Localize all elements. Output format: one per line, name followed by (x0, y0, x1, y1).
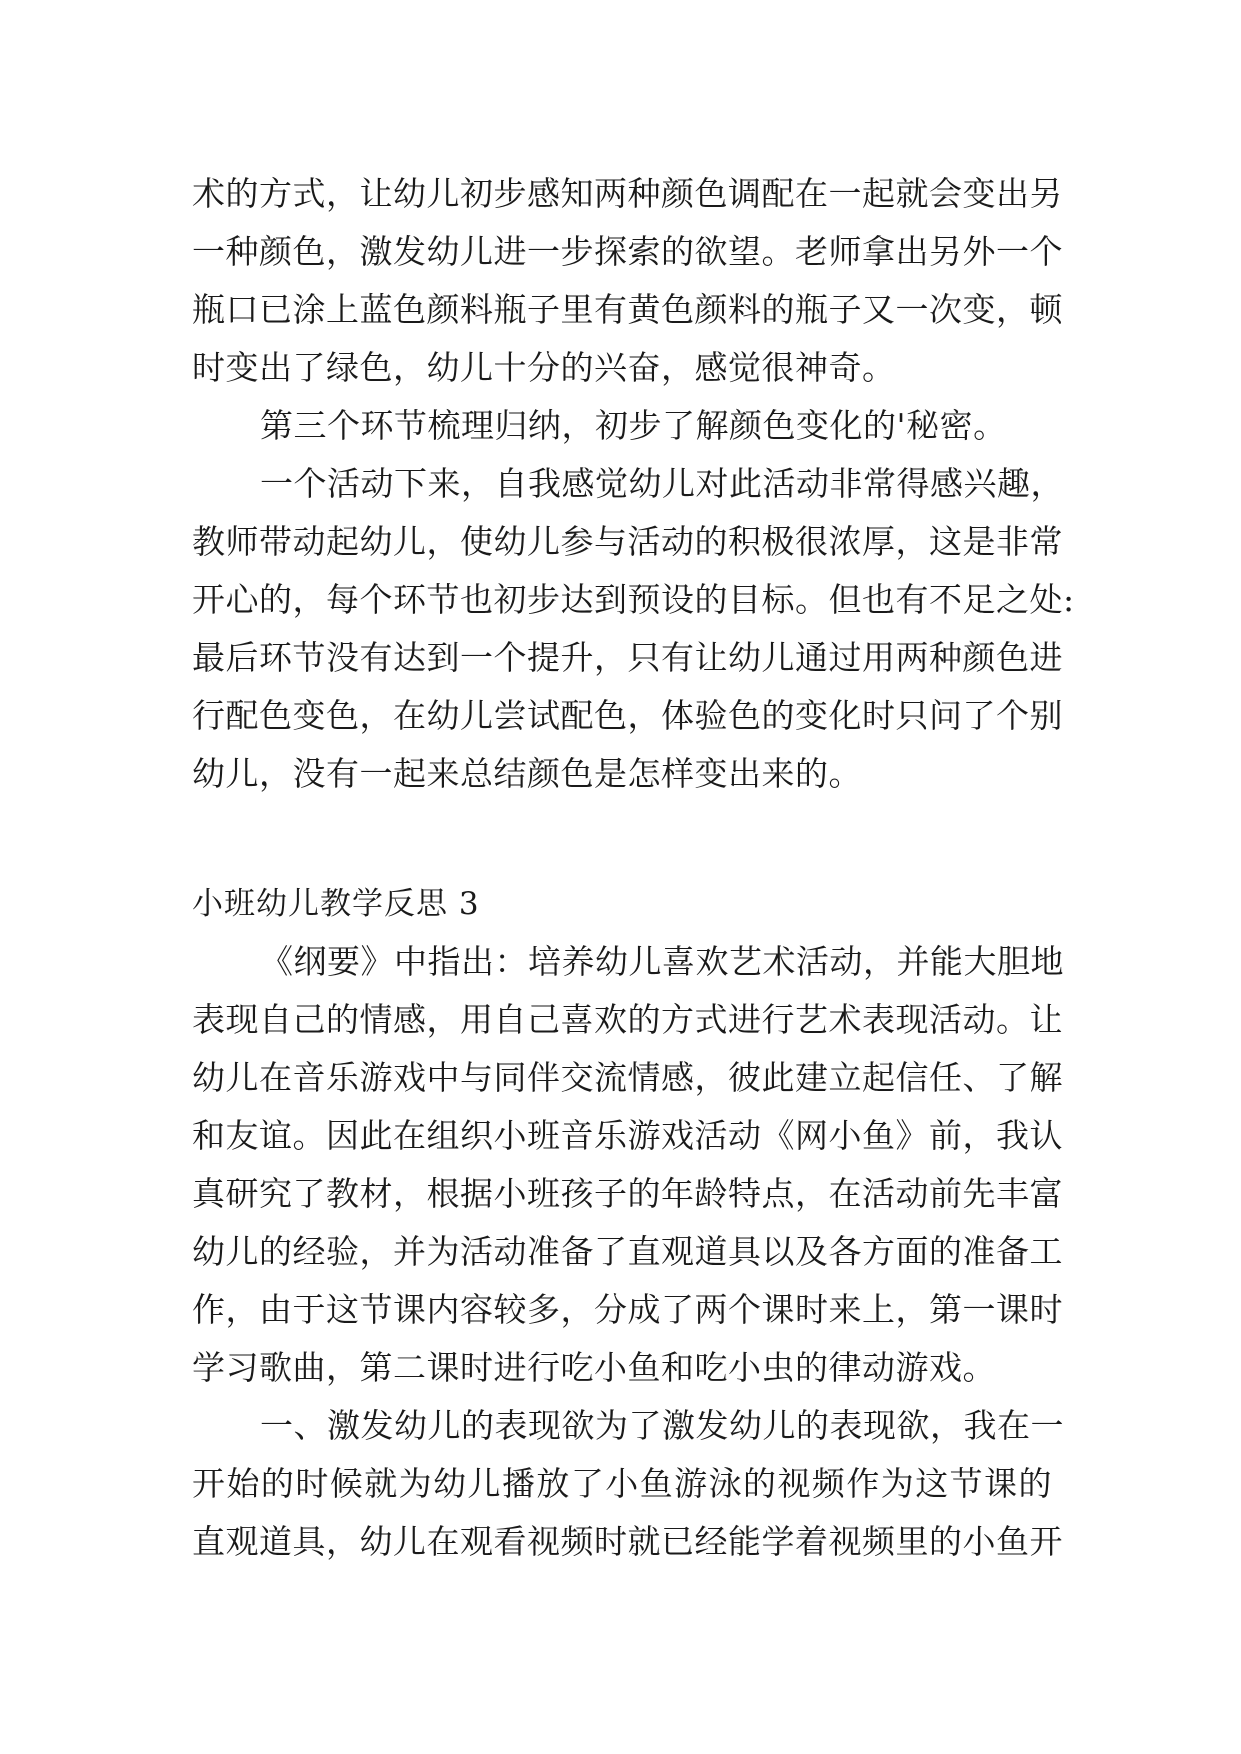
paragraph-start-line: 《纲要》中指出：培养幼儿喜欢艺术活动，并能大胆地 (260, 942, 1064, 981)
paragraph-start-line: 一个活动下来，自我感觉幼儿对此活动非常得感兴趣， (260, 464, 1064, 503)
text-line: 幼儿的经验，并为活动准备了直观道具以及各方面的准备工 (192, 1232, 1063, 1271)
text-line: 幼儿，没有一起来总结颜色是怎样变出来的。 (192, 754, 862, 793)
text-line: 开始的时候就为幼儿播放了小鱼游泳的视频作为这节课的 (192, 1464, 1052, 1503)
text-line: 最后环节没有达到一个提升，只有让幼儿通过用两种颜色进 (192, 638, 1063, 677)
section-heading: 小班幼儿教学反思 3 (192, 886, 480, 922)
text-line: 真研究了教材，根据小班孩子的年龄特点，在活动前先丰富 (192, 1174, 1063, 1213)
text-line: 幼儿在音乐游戏中与同伴交流情感，彼此建立起信任、了解 (192, 1058, 1063, 1097)
text-line: 行配色变色，在幼儿尝试配色，体验色的变化时只问了个别 (192, 696, 1063, 735)
text-line: 直观道具，幼儿在观看视频时就已经能学着视频里的小鱼开 (192, 1522, 1063, 1561)
text-line: 时变出了绿色，幼儿十分的兴奋，感觉很神奇。 (192, 348, 896, 387)
text-line: 表现自己的情感，用自己喜欢的方式进行艺术表现活动。让 (192, 1000, 1063, 1039)
text-line: 术的方式，让幼儿初步感知两种颜色调配在一起就会变出另 (192, 174, 1063, 213)
document-body (192, 165, 1075, 1571)
section-gap (192, 803, 1052, 875)
text-line: 学习歌曲，第二课时进行吃小鱼和吃小虫的律动游戏。 (192, 1348, 996, 1387)
text-line: 一种颜色，激发幼儿进一步探索的欲望。老师拿出另外一个 (192, 232, 1063, 271)
text-line: 瓶口已涂上蓝色颜料瓶子里有黄色颜料的瓶子又一次变，顿 (192, 290, 1063, 329)
text-line: 和友谊。因此在组织小班音乐游戏活动《网小鱼》前，我认 (192, 1116, 1063, 1155)
paragraph-start-line: 一、激发幼儿的表现欲为了激发幼儿的表现欲，我在一 (260, 1406, 1064, 1445)
text-line: 作，由于这节课内容较多，分成了两个课时来上，第一课时 (192, 1290, 1063, 1329)
text-line: 教师带动起幼儿，使幼儿参与活动的积极很浓厚，这是非常 (192, 522, 1063, 561)
paragraph-start-line: 第三个环节梳理归纳，初步了解颜色变化的'秘密。 (260, 406, 1007, 445)
text-line: 开心的，每个环节也初步达到预设的目标。但也有不足之处: (192, 580, 1075, 619)
